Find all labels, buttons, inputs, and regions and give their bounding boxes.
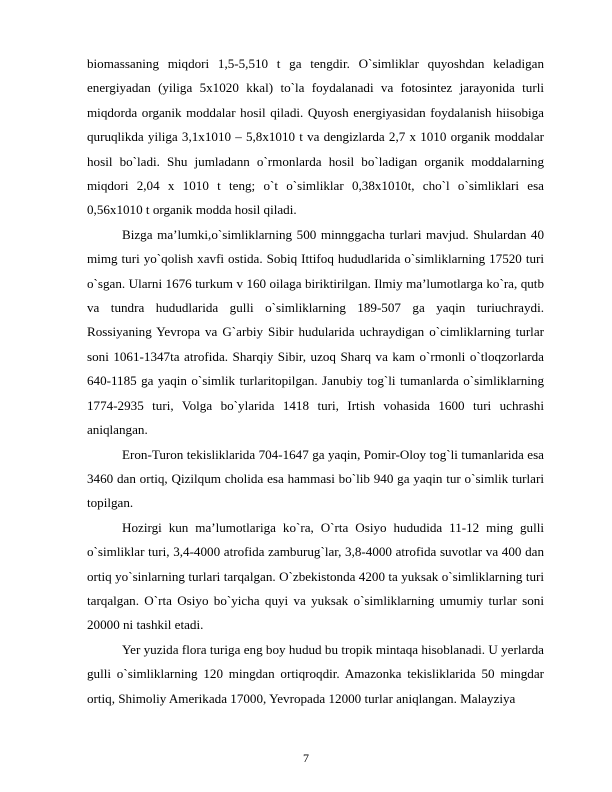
paragraph-3: Eron-Turon tekisliklarida 704-1647 ga yaqin, Pomir-Oloy tog`li tumanlarida esa 3460 dan ortiq, Qizilqum cholida esa hammasi bo`lib 940 ga yaqin tur o`simlik turlari topilgan.	[87, 446, 544, 511]
paragraph-4: Hozirgi kun ma’lumotlariga ko`ra, O`rta Osiyo hududida 11-12 ming gulli o`simliklar turi, 3,4-4000 atrofida zamburug`lar, 3,8-4000 atrofida suvotlar va 400 dan ortiq yo`sinlarning turlari tarqalgan. O`zbekistonda 4200 ta yuksak o`simliklarning turi tarqalgan. O`rta Osiyo bo`yicha quyi va yuksak o`simliklarning umumiy turlar soni 20000 ni tashkil etadi.	[87, 519, 544, 633]
document-body	[87, 52, 544, 711]
page-number: 7	[303, 751, 309, 765]
paragraph-1: biomassaning miqdori 1,5-5,510 t ga tengdir. O`simliklar quyoshdan keladigan energiyadan (yiliga 5x1020 kkal) to`la foydalanadi va fotosintez jarayonida turli miqdorda organik moddalar hosil qiladi. Quyosh energiyasidan foydalanish hiisobiga quruqlikda yiliga 3,1x1010 – 5,8x1010 t va dengizlarda 2,7 x 1010 organik moddalar hosil bo`ladi. Shu jumladann o`rmonlarda hosil bo`ladigan organik moddalarning miqdori 2,04 x 1010 t teng; o`t o`simliklar 0,38x1010t, cho`l o`simliklari esa 0,56x1010 t organik modda hosil qiladi.	[87, 56, 544, 218]
paragraph-2: Bizga ma’lumki,o`simliklarning 500 minnggacha turlari mavjud. Shulardan 40 mimg turi yo`qolish xavfi ostida. Sobiq Ittifoq hududlarida o`simliklarning 17520 turi o`sgan. Ularni 1676 turkum v 160 oilaga biriktirilgan. Ilmiy ma’lumotlarga ko`ra, qutb va tundra hududlarida gulli o`simliklarning 189-507 ga yaqin turiuchraydi. Rossiyaning Yevropa va G`arbiy Sibir hudularida uchraydigan o`cimliklarning turlar soni 1061-1347ta atrofida. Sharqiy Sibir, uzoq Sharq va kam o`rmonli o`tloqzorlarda 640-1185 ga yaqin o`simlik turlaritopilgan. Janubiy tog`li tumanlarda o`simliklarning 1774-2935 turi, Volga bo`ylarida 1418 turi, Irtish vohasida 1600 turi uchrashi aniqlangan.	[87, 226, 544, 438]
paragraph-5: Yer yuzida flora turiga eng boy hudud bu tropik mintaqa hisoblanadi. U yerlarda gulli o`simliklarning 120 mingdan ortiqroqdir. Amazonka tekisliklarida 50 mingdar ortiq, Shimoliy Amerikada 17000, Yevropada 12000 turlar aniqlangan. Malayziya	[87, 641, 544, 706]
